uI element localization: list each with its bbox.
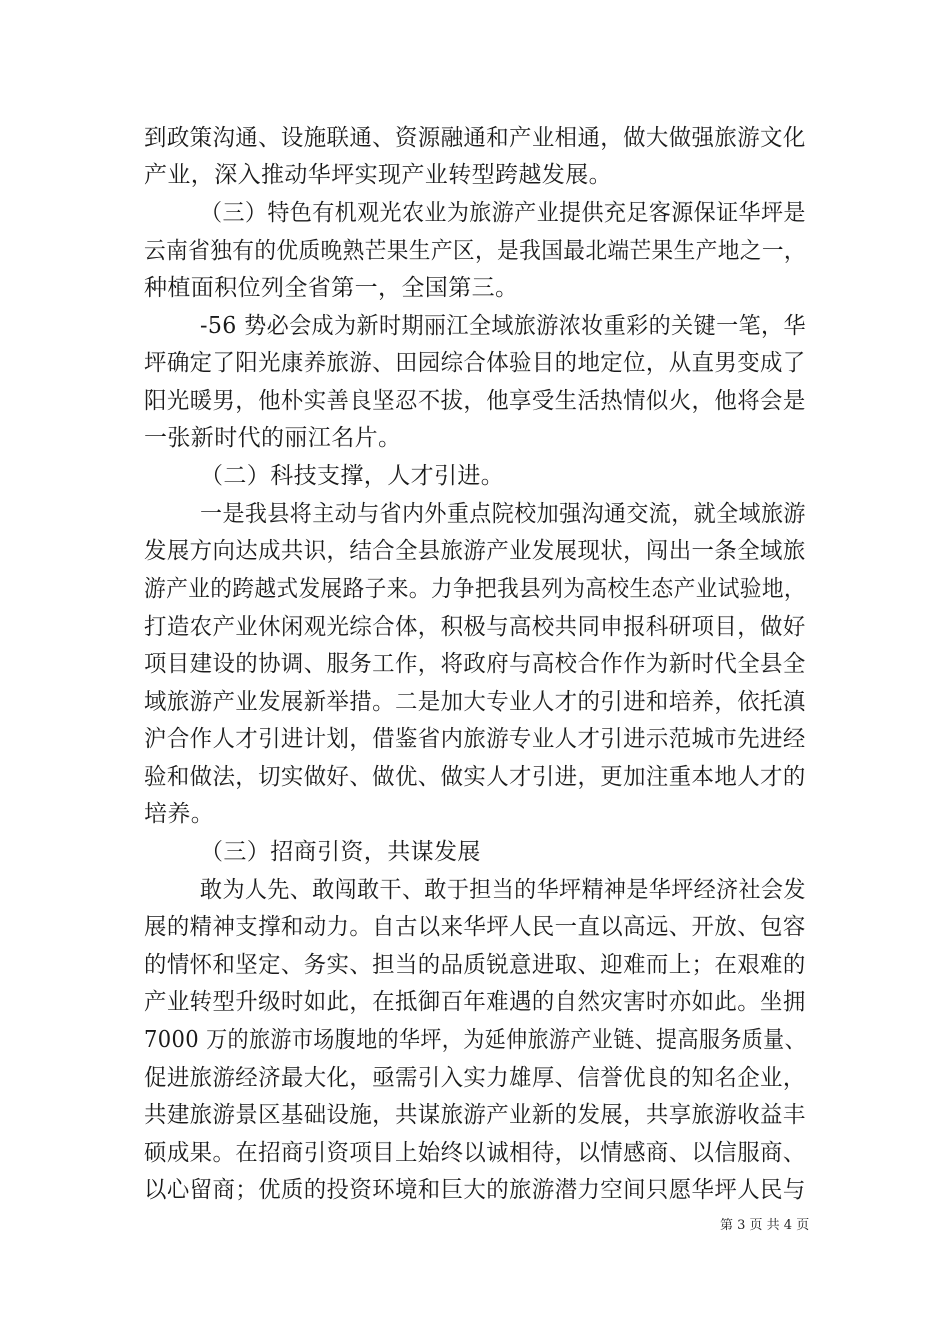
- text-line: 阳光暖男，他朴实善良坚忍不拔，他享受生活热情似火，他将会是: [144, 388, 806, 414]
- text-line: 以心留商；优质的投资环境和巨大的旅游潜力空间只愿华坪人民与: [144, 1177, 806, 1203]
- text-line: 产业转型升级时如此，在抵御百年难遇的自然灾害时亦如此。坐拥: [144, 989, 806, 1015]
- text-line: 7000 万的旅游市场腹地的华坪，为延伸旅游产业链、提高服务质量、: [144, 1027, 807, 1053]
- text-line: -56 势必会成为新时期丽江全域旅游浓妆重彩的关键一笔，华: [200, 313, 806, 339]
- text-line: 坪确定了阳光康养旅游、田园综合体验目的地定位，从直男变成了: [144, 350, 806, 376]
- text-line: 一是我县将主动与省内外重点院校加强沟通交流，就全域旅游: [200, 501, 806, 527]
- section-heading: （二）科技支撑，人才引进。: [200, 463, 505, 489]
- text-line: 发展方向达成共识，结合全县旅游产业发展现状，闯出一条全域旅: [144, 538, 806, 564]
- section-heading: （三）招商引资，共谋发展: [200, 839, 481, 865]
- text-line: 游产业的跨越式发展路子来。力争把我县列为高校生态产业试验地，: [144, 576, 806, 602]
- text-line: 打造农产业休闲观光综合体，积极与高校共同申报科研项目，做好: [144, 614, 806, 640]
- text-line: 沪合作人才引进计划，借鉴省内旅游专业人才引进示范城市先进经: [144, 726, 806, 752]
- text-line: 敢为人先、敢闯敢干、敢于担当的华坪精神是华坪经济社会发: [200, 877, 806, 903]
- text-line: 一张新时代的丽江名片。: [144, 425, 402, 451]
- text-line: 云南省独有的优质晚熟芒果生产区，是我国最北端芒果生产地之一，: [144, 238, 806, 264]
- text-line: 项目建设的协调、服务工作，将政府与高校合作作为新时代全县全: [144, 651, 806, 677]
- text-line: 硕成果。在招商引资项目上始终以诚相待，以情感商、以信服商、: [144, 1140, 806, 1166]
- text-line: 到政策沟通、设施联通、资源融通和产业相通，做大做强旅游文化: [144, 125, 806, 151]
- text-line: 种植面积位列全省第一，全国第三。: [144, 275, 519, 301]
- text-line: 共建旅游景区基础设施，共谋旅游产业新的发展，共享旅游收益丰: [144, 1102, 806, 1128]
- text-line: 域旅游产业发展新举措。二是加大专业人才的引进和培养，依托滇: [144, 689, 806, 715]
- text-line: 培养。: [144, 801, 215, 827]
- text-line: 产业，深入推动华坪实现产业转型跨越发展。: [144, 162, 612, 188]
- page-number: 第 3 页 共 4 页: [720, 1218, 810, 1233]
- text-line: 的情怀和坚定、务实、担当的品质锐意进取、迎难而上；在艰难的: [144, 952, 806, 978]
- text-line: （三）特色有机观光农业为旅游产业提供充足客源保证华坪是: [200, 200, 806, 226]
- text-line: 验和做法，切实做好、做优、做实人才引进，更加注重本地人才的: [144, 764, 806, 790]
- text-line: 促进旅游经济最大化，亟需引入实力雄厚、信誉优良的知名企业，: [144, 1065, 806, 1091]
- text-line: 展的精神支撑和动力。自古以来华坪人民一直以高远、开放、包容: [144, 914, 806, 940]
